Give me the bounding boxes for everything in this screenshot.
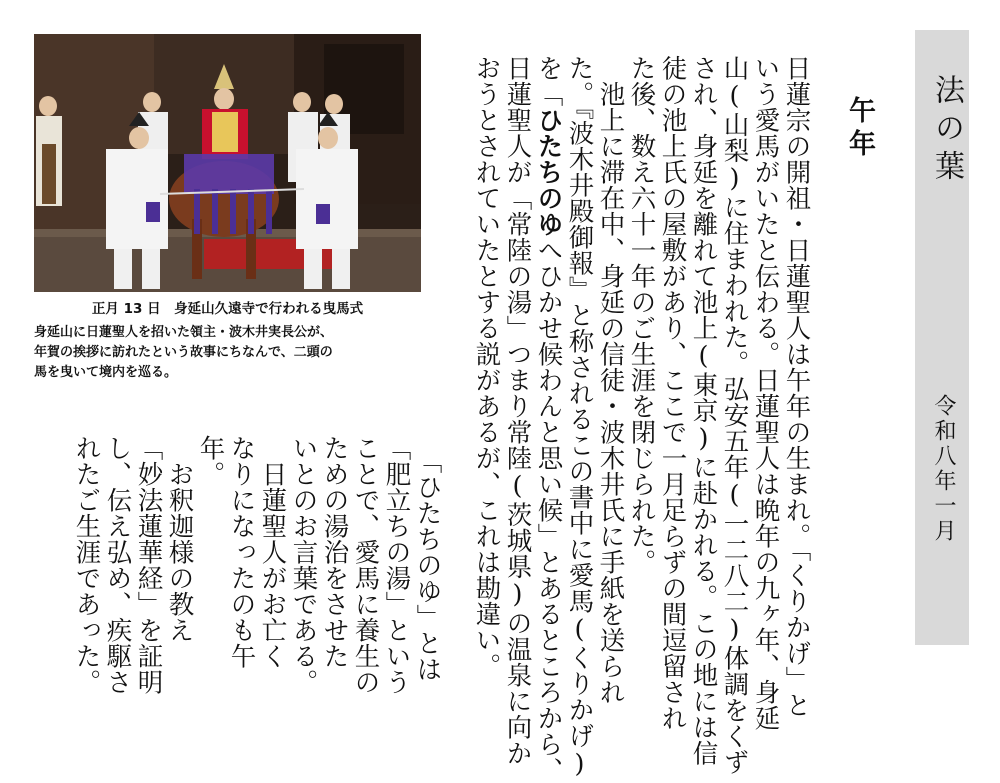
text-column: いう愛馬がいたと伝わる。日蓮聖人は晩年の九ヶ年、身延 xyxy=(750,55,781,731)
text-column: 「ひたちのゆ」とは xyxy=(412,435,443,683)
text-column: いとのお言葉である。 xyxy=(288,435,319,695)
text-column: 日蓮聖人が「常陸の湯」つまり常陸(茨城県)の温泉に向か xyxy=(502,55,533,766)
text-column: 「妙法蓮華経」を証明 xyxy=(133,435,164,695)
side-banner xyxy=(915,30,969,645)
text-segment: を「 xyxy=(533,55,564,107)
newsletter-title: 法の葉 xyxy=(929,74,964,188)
text-column: 「肥立ちの湯」という xyxy=(381,435,412,695)
caption-line: 馬を曳いて境内を巡る。 xyxy=(34,365,178,380)
text-column: 徒の池上氏の屋敷があり、ここで一月足らずの間逗留され xyxy=(657,55,688,731)
text-column: され、身延を離れて池上(東京)に赴かれる。この地には信 xyxy=(688,55,719,766)
text-column: た。『波木井殿御報』と称されるこの書中に愛馬(くりかげ) xyxy=(564,55,595,780)
text-column: 山(山梨)に住まわれた。弘安五年(一二八二)体調をくず xyxy=(719,55,750,775)
text-column: ための湯治をさせた xyxy=(319,435,350,669)
article-body-lower xyxy=(40,435,443,695)
article-body-upper xyxy=(465,55,825,783)
article-heading: 午年 xyxy=(844,96,875,162)
text-column: ことで、愛馬に養生の xyxy=(350,435,381,695)
text-column: お釈迦様の教え xyxy=(164,435,195,643)
caption-line: 身延山に日蓮聖人を招いた領主・波木井実長公が、 xyxy=(34,325,334,340)
text-column: 池上に滞在中、身延の信徒・波木井氏に手紙を送られ xyxy=(595,55,626,705)
text-column: なりになったのも午 xyxy=(226,435,257,669)
ceremony-photo xyxy=(34,34,421,292)
caption-line: 年賀の挨拶に訪れたという故事にちなんで、二頭の xyxy=(34,345,333,360)
text-column: れたご生涯であった。 xyxy=(71,435,102,695)
text-segment: へひかせ候わんと思い候」とあるところから、 xyxy=(533,237,564,783)
text-column: し、伝え弘め、疾駆さ xyxy=(102,435,133,695)
photo-caption-body xyxy=(34,323,429,383)
text-column: おうとされていたとする説があるが、これは勘違い。 xyxy=(471,55,502,679)
text-column: た後、数え六十一年のご生涯を閉じられた。 xyxy=(626,55,657,575)
text-column: 年。 xyxy=(195,435,226,487)
issue-date: 令和八年一月 xyxy=(931,394,956,544)
text-column: 日蓮聖人がお亡く xyxy=(257,435,288,669)
photo-caption-title: 正月 13 日 身延山久遠寺で行われる曳馬式 xyxy=(91,301,364,317)
text-column: 日蓮宗の開祖・日蓮聖人は午年の生まれ。「くりかげ」と xyxy=(781,55,812,719)
emphasis-hitachi-no-yu: ひたちのゆ xyxy=(533,107,564,237)
text-column-with-emphasis xyxy=(533,55,564,783)
